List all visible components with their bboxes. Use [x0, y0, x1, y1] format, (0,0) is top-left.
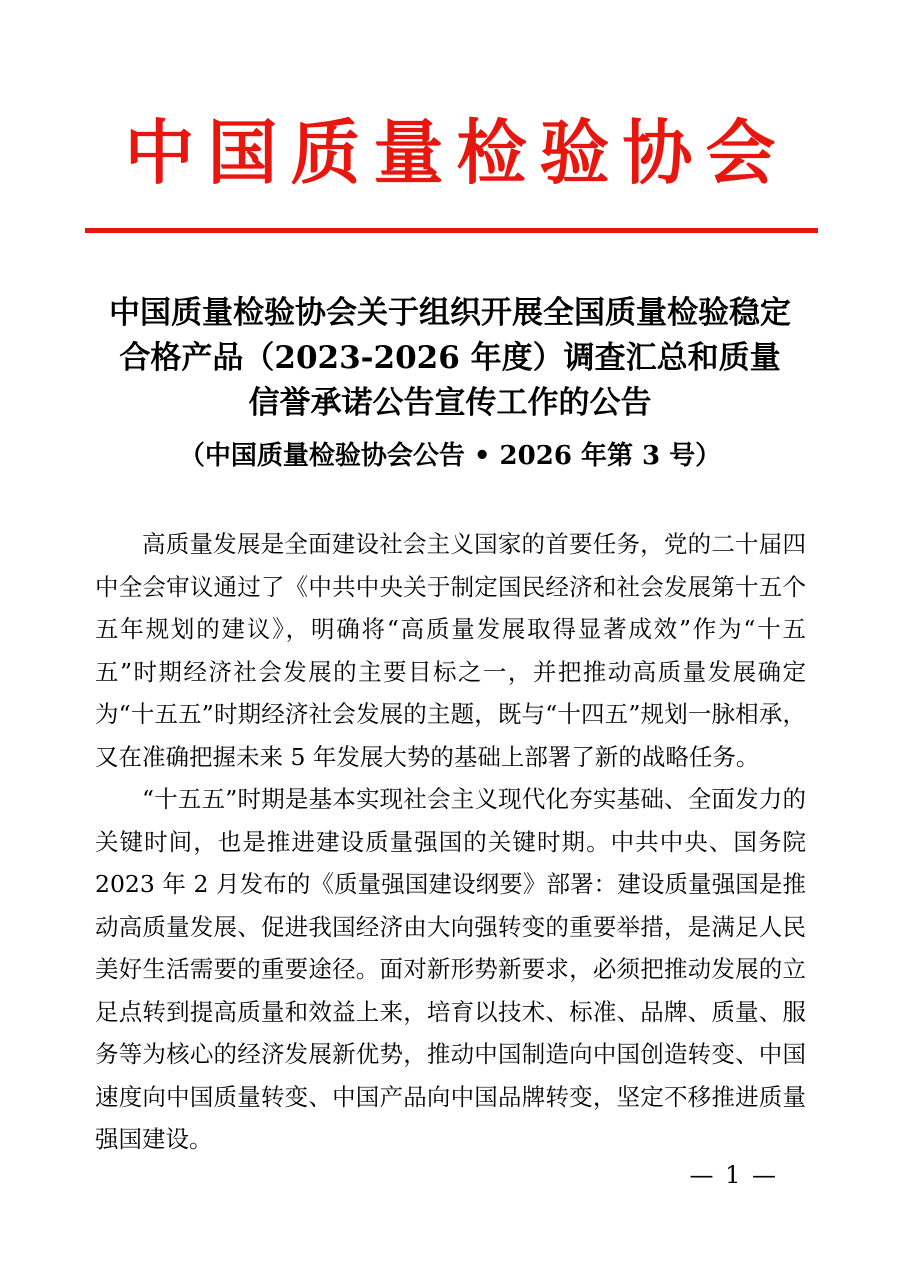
- body-paragraph-2: “十五五”时期是基本实现社会主义现代化夯实基础、全面发力的关键时间，也是推进建设质量强国的关键时期。中共中央、国务院 2023 年 2 月发布的《质量强国建设纲要》部署：建设质量强国是推动高质量发展、促进我国经济由大向强转变的重要举措，是满足人民美好生活需要的重要途径。面对新形势新要求，必须把推动发展的立足点转到提高质量和效益上来，培育以技术、标准、品牌、质量、服务等为核心的经济发展新优势，推动中国制造向中国创造转变、中国速度向中国质量转变、中国产品向中国品牌转变，坚定不移推进质量强国建设。: [95, 785, 806, 1153]
- title-line-1: 中国质量检验协会关于组织开展全国质量检验稳定: [109, 295, 791, 331]
- page-number: — 1 —: [689, 1161, 778, 1189]
- body-paragraph-1: 高质量发展是全面建设社会主义国家的首要任务，党的二十届四中全会审议通过了《中共中央关于制定国民经济和社会发展第十五个五年规划的建议》，明确将“高质量发展取得显著成效”作为“十五五”时期经济社会发展的主要目标之一，并把推动高质量发展确定为“十五五”时期经济社会发展的主题，既与“十四五”规划一脉相承，又在准确把握未来 5 年发展大势的基础上部署了新的战略任务。: [95, 530, 806, 771]
- document-title: [40, 291, 860, 426]
- letterhead-org-name: 中国质量检验协会: [124, 111, 789, 194]
- announcement-number: （中国质量检验协会公告 • 2026 年第 3 号）: [178, 441, 722, 471]
- title-line-3: 信誉承诺公告宣传工作的公告: [248, 385, 652, 421]
- title-line-2: 合格产品（2023-2026 年度）调查汇总和质量: [119, 340, 781, 376]
- document-body: [95, 523, 806, 1161]
- letterhead-divider-line: [85, 228, 818, 233]
